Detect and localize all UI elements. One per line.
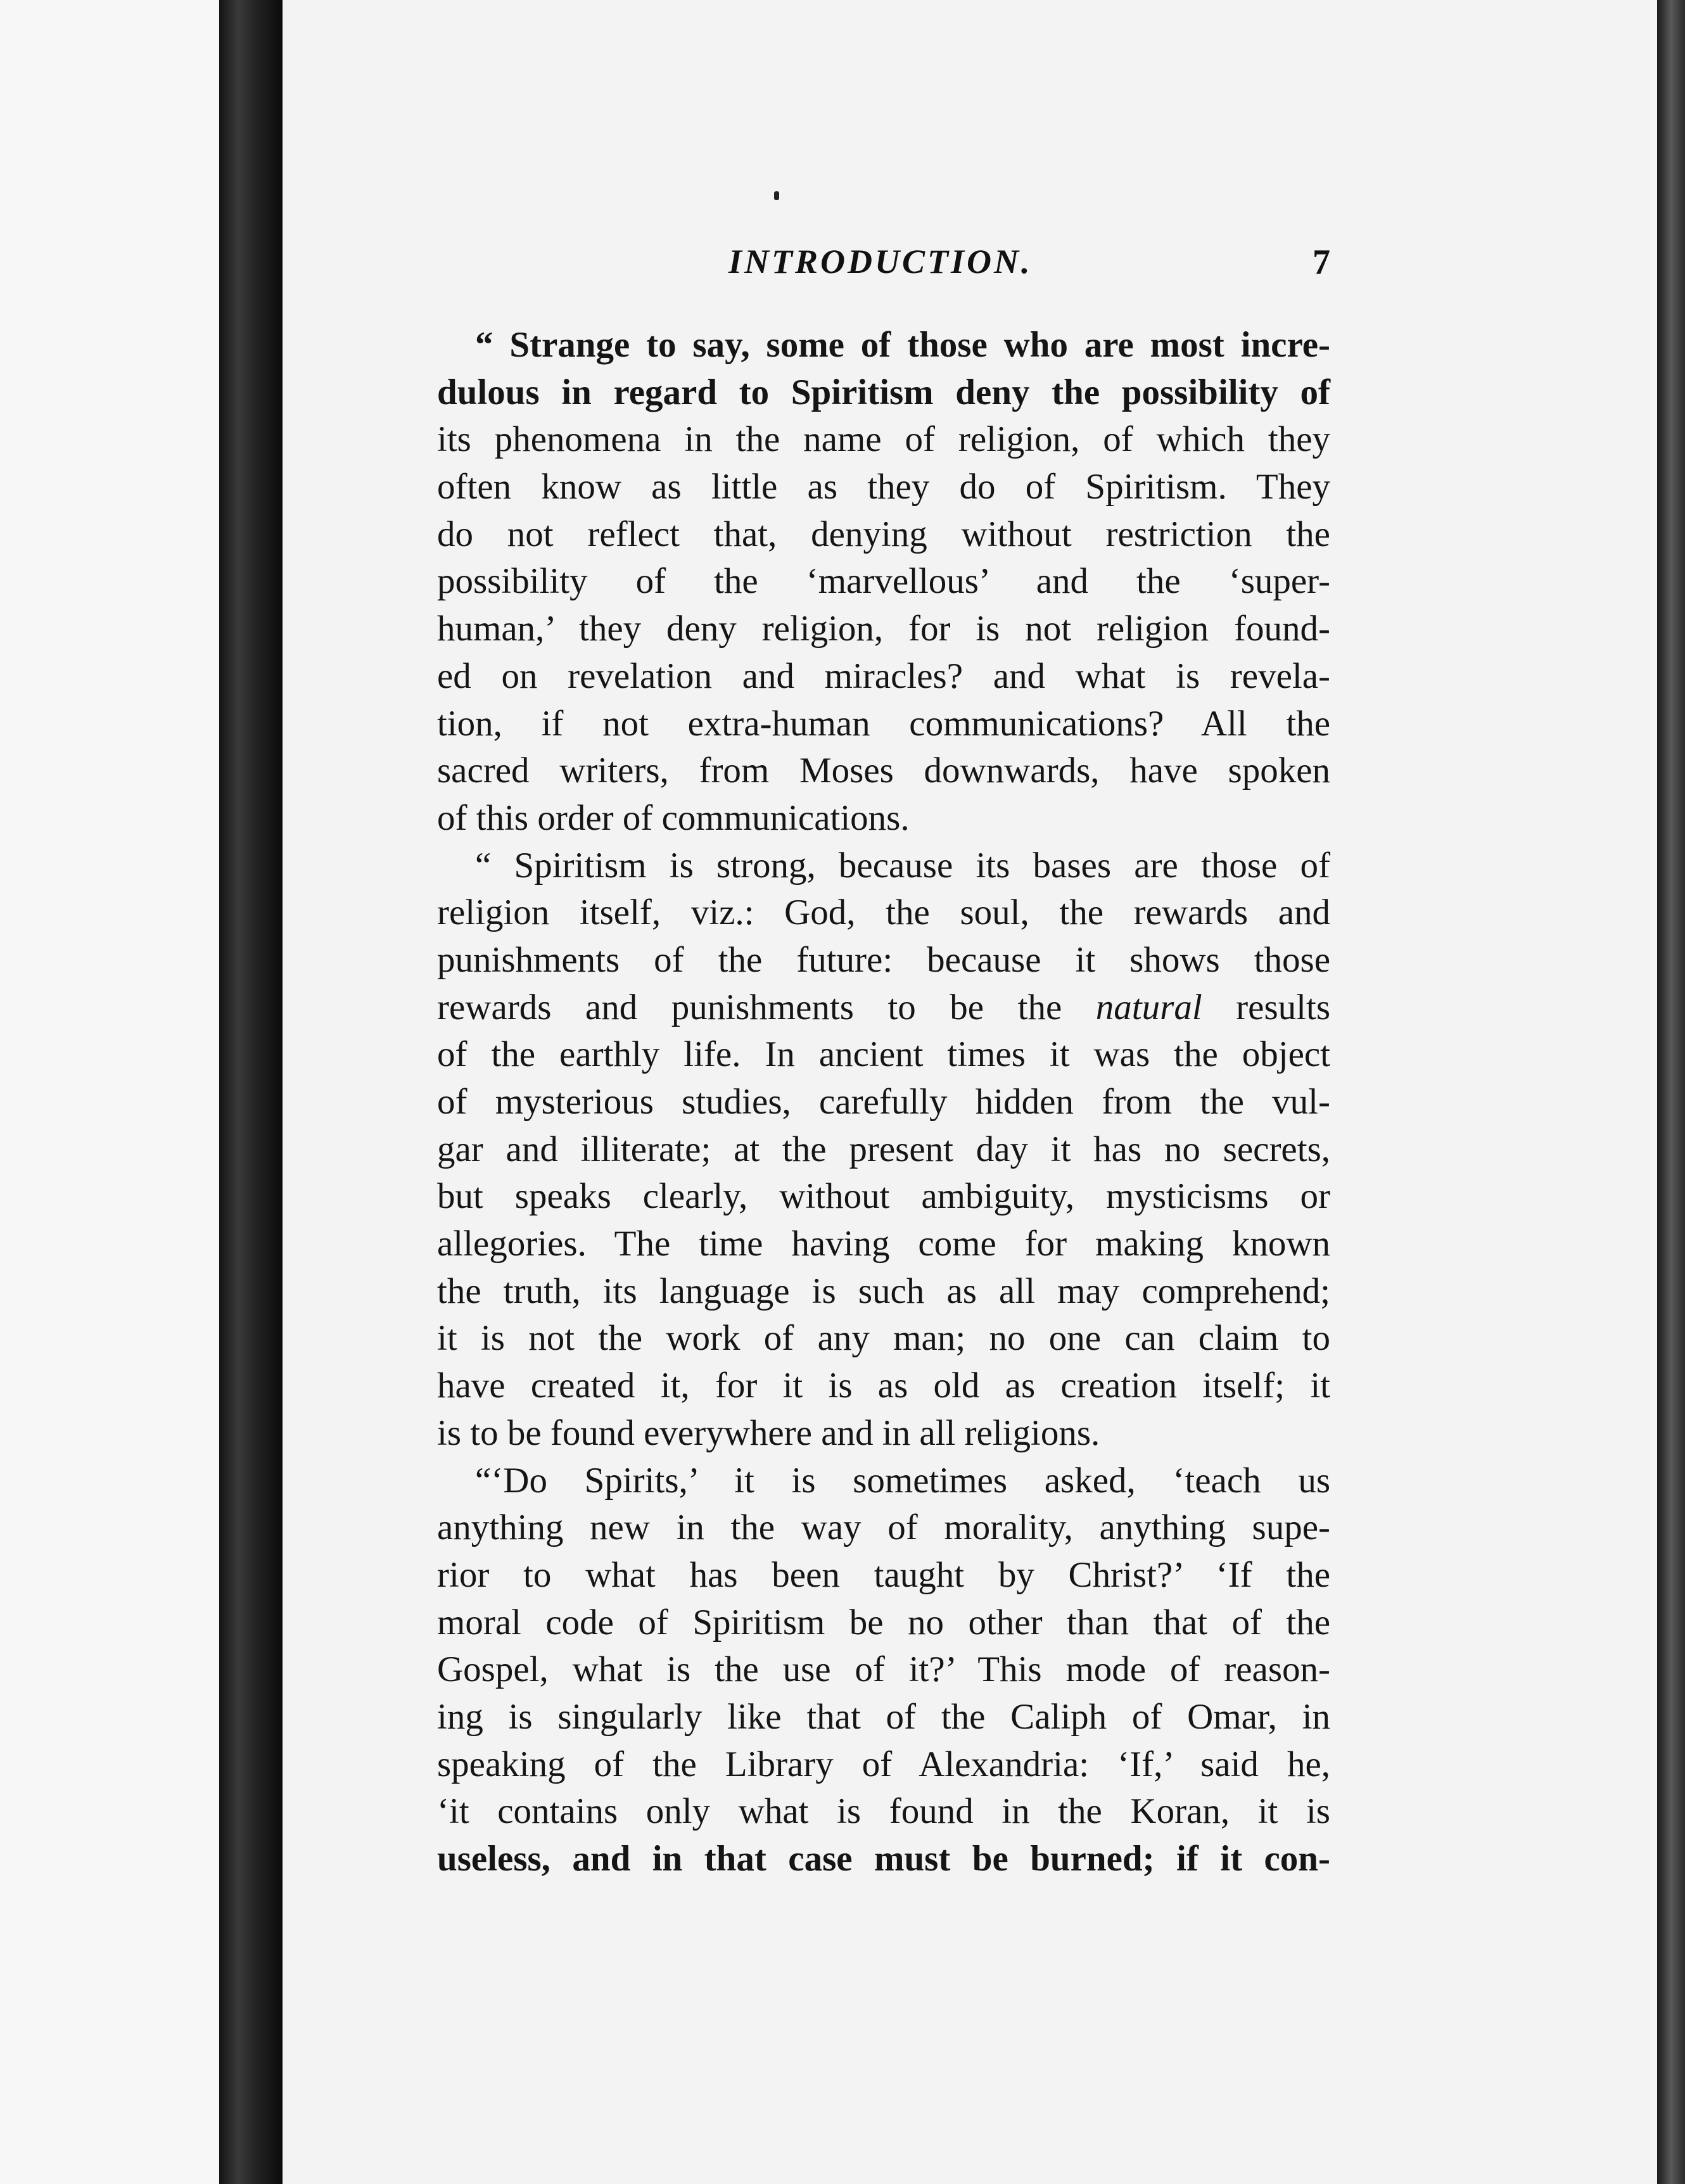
text-line: speaking of the Library of Alexandria: ‘If,’ said he, — [437, 1744, 1330, 1784]
text-line: of this order of communications. — [437, 797, 910, 838]
text-line: “ Spiritism is strong, because its bases are those of — [475, 845, 1330, 886]
text-line: “ Strange to say, some of those who are most incre- — [475, 325, 1330, 365]
text-line: of mysterious studies, carefully hidden from the vul- — [437, 1082, 1330, 1122]
text-line: gar and illiterate; at the present day it has no secrets, — [437, 1129, 1330, 1169]
text-line: rewards and punishments to be the natural results — [437, 987, 1330, 1027]
page-header — [437, 242, 1330, 293]
text-line: allegories. The time having come for making known — [437, 1224, 1330, 1264]
text-line: tion, if not extra-human communications? All the — [437, 703, 1330, 744]
text-line: sacred writers, from Moses downwards, have spoken — [437, 751, 1330, 791]
body-text — [437, 322, 1330, 1883]
text-line: is to be found everywhere and in all religions. — [437, 1413, 1100, 1453]
text-line: it is not the work of any man; no one can claim to — [437, 1318, 1330, 1359]
text-line: often know as little as they do of Spiritism. They — [437, 467, 1330, 507]
text-line: the truth, its language is such as all may comprehend; — [437, 1271, 1330, 1311]
text-line: anything new in the way of morality, anything supe- — [437, 1508, 1330, 1548]
page-edge-shadow — [1657, 0, 1685, 2184]
text-line: useless, and in that case must be burned; if it con- — [437, 1839, 1330, 1879]
text-line: “‘Do Spirits,’ it is sometimes asked, ‘teach us — [475, 1460, 1330, 1501]
text-line: possibility of the ‘marvellous’ and the ‘super- — [437, 561, 1330, 602]
text-line: Gospel, what is the use of it?’ This mode of reason- — [437, 1649, 1330, 1690]
text-line: rior to what has been taught by Christ?’ ‘If the — [437, 1554, 1330, 1595]
italic-word: natural — [1095, 987, 1202, 1027]
text-line: of the earthly life. In ancient times it was the object — [437, 1034, 1330, 1075]
text-line: dulous in regard to Spiritism deny the possibility of — [437, 372, 1330, 412]
text-line: human,’ they deny religion, for is not religion found- — [437, 609, 1330, 649]
text-line: moral code of Spiritism be no other than that of the — [437, 1602, 1330, 1642]
text-line: ing is singularly like that of the Caliph of Omar, in — [437, 1696, 1330, 1737]
text-line: but speaks clearly, without ambiguity, mysticisms or — [437, 1176, 1330, 1217]
ink-speck — [774, 191, 779, 200]
page-number: 7 — [1313, 243, 1330, 282]
text-line: ed on revelation and miracles? and what is revela- — [437, 656, 1330, 696]
text-line: its phenomena in the name of religion, of which they — [437, 419, 1330, 460]
text-line: do not reflect that, denying without restriction the — [437, 514, 1330, 554]
running-head: INTRODUCTION. — [728, 243, 1033, 281]
text-line: religion itself, viz.: God, the soul, the rewards and — [437, 892, 1330, 933]
book-gutter — [219, 0, 283, 2184]
facing-page-edge — [0, 0, 219, 2184]
text-line: ‘it contains only what is found in the Koran, it is — [437, 1791, 1330, 1832]
text-line: punishments of the future: because it shows those — [437, 939, 1330, 980]
text-line: have created it, for it is as old as creation itself; it — [437, 1366, 1330, 1406]
